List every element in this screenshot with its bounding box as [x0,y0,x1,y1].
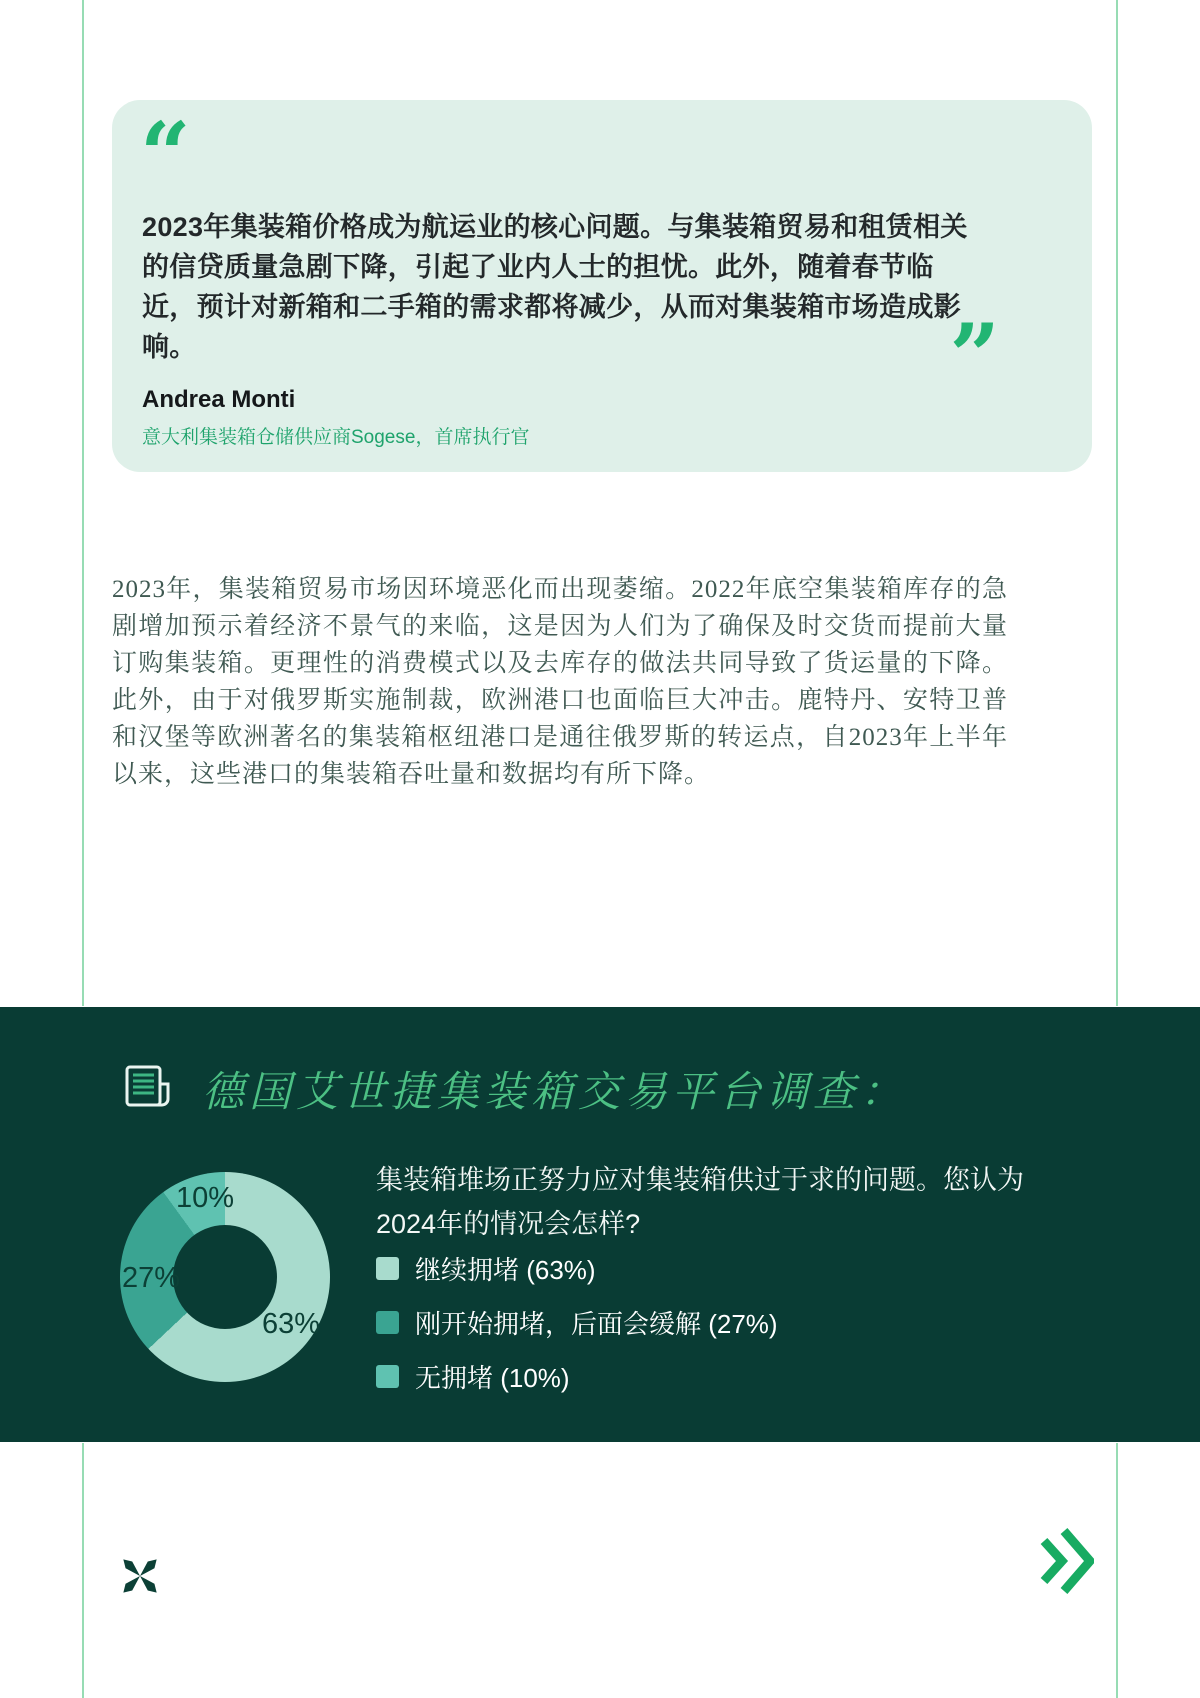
survey-title: 德国艾世捷集装箱交易平台调查： [202,1067,908,1116]
legend-swatch [376,1311,399,1334]
slice-label-10: 10% [176,1182,235,1214]
legend-item [376,1241,778,1295]
survey-section [0,1007,1200,1442]
close-quote-icon: ” [949,304,1000,408]
legend-label: 无拥堵 (10%) [415,1362,570,1393]
quote-author: Andrea Monti [142,386,296,413]
quote-text: 2023年集装箱价格成为航运业的核心问题。与集装箱贸易和租赁相关的信贷质量急剧下降，引起了业内人士的担忧。此外，随着春节临近，预计对新箱和二手箱的需求都将减少，从而对集装箱市场造成影响。 [142,212,968,362]
legend-swatch [376,1365,399,1388]
right-accent-line-bottom [1116,1443,1118,1698]
slice-label-27: 27% [122,1262,181,1294]
legend-label: 刚开始拥堵，后面会缓解 (27%) [415,1308,778,1339]
brand-logo-icon [120,1556,160,1596]
chart-legend [376,1241,778,1403]
survey-question [376,1158,1024,1246]
legend-label: 继续拥堵 (63%) [415,1254,596,1285]
survey-question-line1: 集装箱堆场正努力应对集装箱供过于求的问题。您认为 [376,1165,1024,1195]
double-chevron-right-icon [1040,1586,1094,1601]
slice-label-63: 63% [262,1308,321,1340]
quote-card [112,100,1092,472]
donut-chart [120,1172,330,1382]
left-accent-line-bottom [82,1443,84,1698]
legend-swatch [376,1257,399,1280]
next-page-button[interactable] [1040,1524,1094,1598]
right-accent-line-top [1116,0,1118,1006]
legend-item [376,1349,778,1403]
quote-author-title: 意大利集装箱仓储供应商Sogese，首席执行官 [142,427,530,448]
left-accent-line-top [82,0,84,1006]
article-paragraph: 2023年，集装箱贸易市场因环境恶化而出现萎缩。2022年底空集装箱库存的急剧增加预示着经济不景气的来临，这是因为人们为了确保及时交货而提前大量订购集装箱。更理性的消费模式以及去库存的做法共同导致了货运量的下降。此外，由于对俄罗斯实施制裁，欧洲港口也面临巨大冲击。鹿特丹、安特卫普和汉堡等欧洲著名的集装箱枢纽港口是通往俄罗斯的转运点，自2023年上半年以来，这些港口的集装箱吞吐量和数据均有所下降。 [112,576,1008,788]
survey-header [122,1059,907,1119]
survey-question-line2: 2024年的情况会怎样? [376,1209,641,1239]
legend-item [376,1295,778,1349]
newspaper-icon [122,1063,174,1116]
open-quote-icon: “ [140,102,191,206]
